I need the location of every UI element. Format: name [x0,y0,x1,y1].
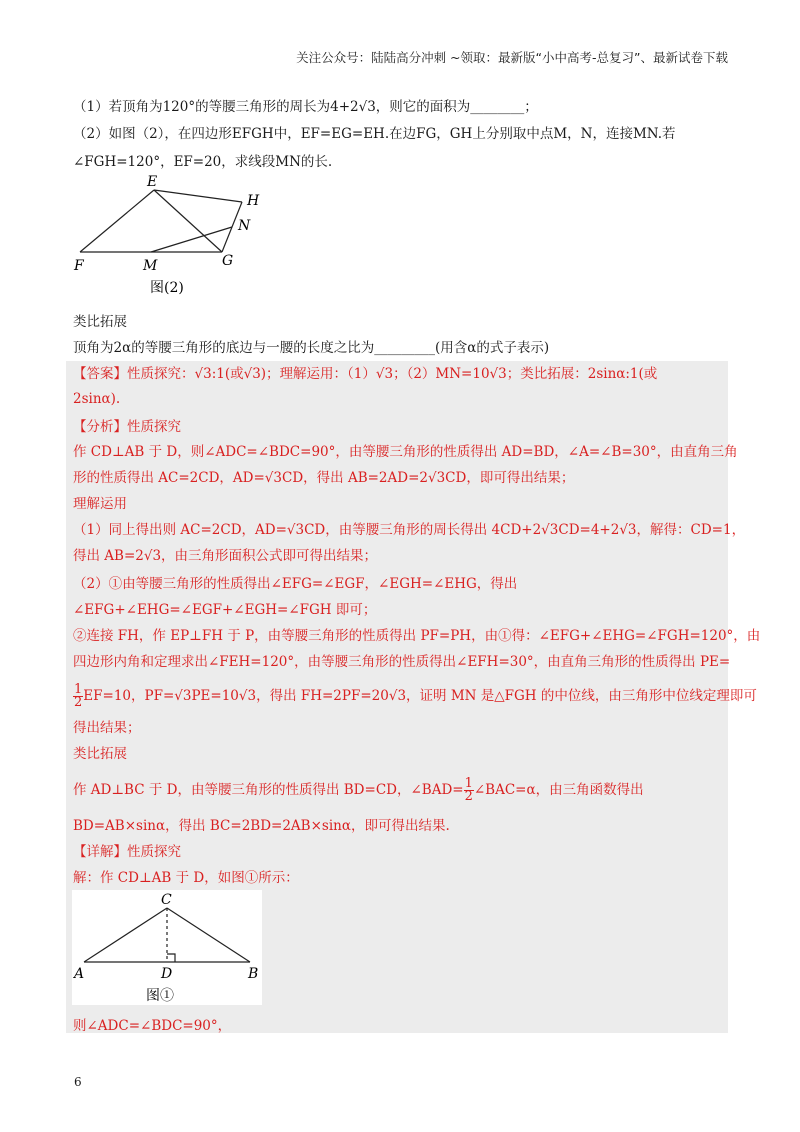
segment-eg [154,190,222,252]
analysis-line-10: $\frac{1}{2}$ EF=10，PF=√3PE=10√3，得出 FH=2PF=20√3，证明 MN 是△FGH 的中位线，由三角形中位线定理即可 [74,682,757,710]
page-number: 6 [74,1075,82,1089]
question-1: （1）若顶角为120°的等腰三角形的周长为4+2√3，则它的面积为________； [73,99,538,115]
analysis-line-8: ②连接 FH，作 EP⊥FH 于 P，由等腰三角形的性质得出 PF=PH，由①得：∠EFG+∠EHG=∠FGH=120°，由 [73,628,761,644]
page-header: 关注公众号：陆陆高分冲刺 ~领取：最新版“小中高考-总复习”、最新试卷下载 [296,50,728,65]
analysis-line-3: 理解运用 [73,496,127,512]
label-b: B [248,966,259,982]
label-a: A [74,966,85,982]
label-d: D [161,966,173,982]
detail-line-1: 解：作 CD⊥AB 于 D，如图①所示： [73,870,299,886]
analysis-line-14: BD=AB×sinα，得出 BC=2BD=2AB×sinα，即可得出结果. [73,818,450,834]
analysis-line-1: 作 CD⊥AB 于 D，则∠ADC=∠BDC=90°，由等腰三角形的性质得出 AD=BD，∠A=∠B=30°，由直角三角 [73,444,738,460]
label-f: F [74,258,84,274]
label-g: G [222,253,234,269]
segment-mn [151,227,232,252]
segment-eh [154,190,242,202]
question-2-line-2: ∠FGH=120°，EF=20，求线段MN的长. [73,154,333,170]
question-3: 顶角为2α的等腰三角形的底边与一腰的长度之比为_________(用含α的式子表示) [73,340,550,356]
analysis-line-9: 四边形内角和定理求出∠FEH=120°，由等腰三角形的性质得出∠EFH=30°，由直角三角形的性质得出 PE= [73,654,731,670]
analysis-line-2: 形的性质得出 AC=2CD，AD=√3CD，得出 AB=2AD=2√3CD，即可得出结果； [73,470,575,486]
analysis-line-5: 得出 AB=2√3，由三角形面积公式即可得出结果； [73,548,378,564]
detail-title: 【详解】性质探究 [73,844,181,860]
label-n: N [238,218,251,234]
answer-line-2: 2sinα). [73,391,121,407]
label-e: E [147,174,158,190]
section-analogy-title: 类比拓展 [73,314,127,330]
fraction-one-half: $\frac{1}{2}$ [464,776,473,804]
analysis-line-6: （2）①由等腰三角形的性质得出∠EFG=∠EGF，∠EGH=∠EHG，得出 [73,576,518,592]
figure-2-quadrilateral [70,172,270,300]
figure-2-caption: 图(2) [150,280,184,296]
label-m: M [143,258,158,274]
analysis-line-13: 作 AD⊥BC 于 D，由等腰三角形的性质得出 BD=CD，∠BAD= $\frac{1}{2}$ ∠BAC=α，由三角函数得出 [73,776,644,804]
analysis-line-7: ∠EFG+∠EHG=∠EGF+∠EGH=∠FGH 即可； [73,602,377,618]
answer-line-1: 【答案】性质探究：√3:1(或√3)；理解运用：（1）√3；（2）MN=10√3；类比拓展：2sinα:1(或 [73,366,658,382]
label-h: H [247,193,260,209]
segment-fe [80,190,154,252]
analysis-line-4: （1）同上得出则 AC=2CD，AD=√3CD，由等腰三角形的周长得出 4CD+2√3CD=4+2√3，解得：CD=1， [73,522,746,538]
figure-1-triangle [72,890,262,1005]
analysis-line-11: 得出结果； [73,720,141,736]
figure-1-caption: 图① [146,988,174,1004]
detail-line-2: 则∠ADC=∠BDC=90°， [73,1018,232,1034]
fraction-one-half: $\frac{1}{2}$ [74,682,83,710]
question-2-line-1: （2）如图（2），在四边形EFGH中，EF=EG=EH.在边FG，GH上分别取中点M，N，连接MN.若 [73,126,676,142]
analysis-title: 【分析】性质探究 [73,419,181,435]
label-c: C [161,892,172,908]
analysis-line-12: 类比拓展 [73,746,127,762]
